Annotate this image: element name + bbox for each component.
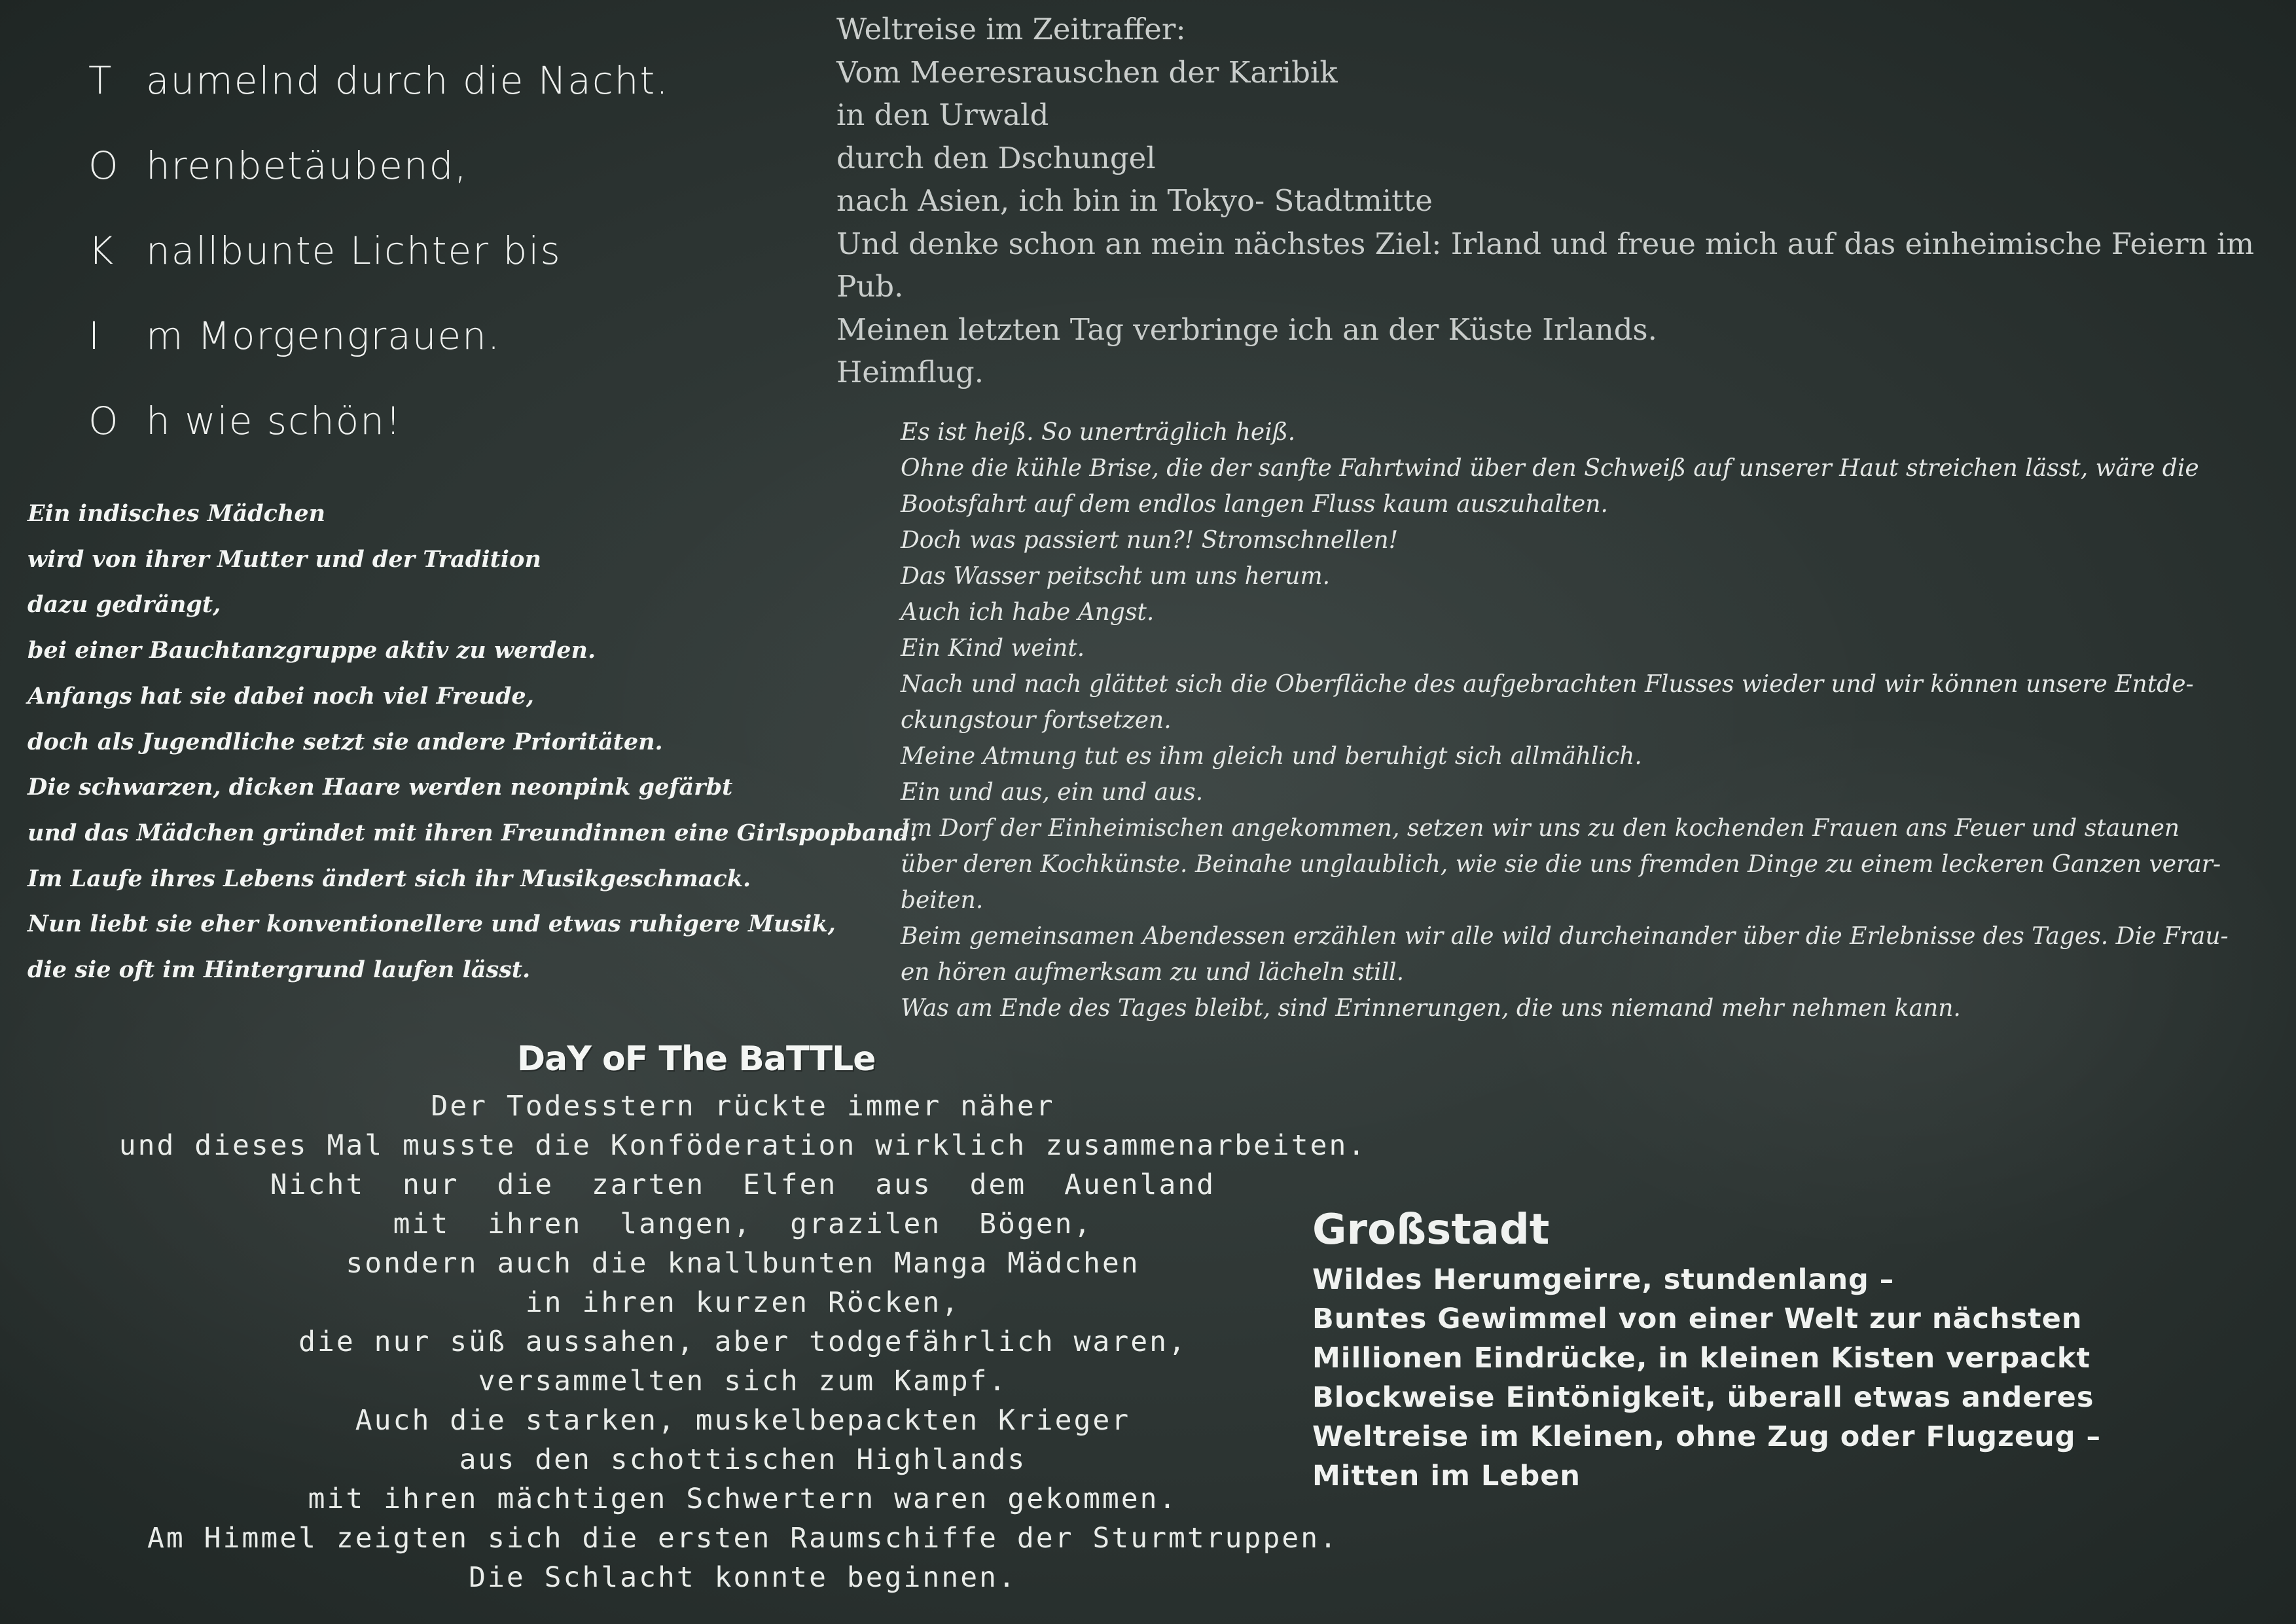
text-line: Im Dorf der Einheimischen angekommen, setzen wir uns zu den kochenden Frauen ans Feuer und staunen: [901, 815, 2180, 842]
text-line: Buntes Gewimmel von einer Welt zur nächsten: [1312, 1303, 2083, 1335]
grossstadt-text: [1312, 1260, 2268, 1496]
text-line: in ihren kurzen Röcken,: [525, 1286, 961, 1319]
text-line: beiten.: [901, 887, 984, 914]
text-line: Am Himmel zeigten sich die ersten Raumschiffe der Sturmtruppen.: [147, 1522, 1338, 1555]
battle-title: DaY oF The BaTTLe: [517, 1039, 876, 1079]
text-line: Der Todesstern rückte immer näher: [431, 1090, 1055, 1123]
text-line: doch als Jugendliche setzt sie andere Prioritäten.: [27, 728, 663, 755]
text-line: aus den schottischen Highlands: [459, 1443, 1027, 1476]
acrostic-line: [88, 38, 769, 123]
acrostic-line: [88, 293, 769, 378]
text-line: und dieses Mal musste die Konföderation wirklich zusammenarbeiten.: [118, 1129, 1367, 1162]
text-line: durch den Dschungel: [836, 140, 1156, 175]
text-line: nach Asien, ich bin in Tokyo- Stadtmitte: [836, 183, 1433, 218]
acrostic-initial: O: [88, 143, 120, 188]
text-line: Auch die starken, muskelbepackten Krieger: [355, 1404, 1131, 1437]
text-line: Ein indisches Mädchen: [27, 500, 326, 527]
text-line: über deren Kochkünste. Beinahe unglaublich, wie sie die uns fremden Dinge zu einem leckeren Ganzen verar-: [901, 851, 2221, 878]
text-line: die nur süß aussahen, aber todgefährlich waren,: [298, 1326, 1187, 1358]
acrostic-text: m Morgengrauen.: [146, 314, 501, 358]
text-line: Und denke schon an mein nächstes Ziel: Irland und freue mich auf das einheimische Feiern im Pub.: [836, 226, 2255, 304]
text-line: Weltreise im Zeitraffer:: [836, 12, 1186, 46]
text-line: Bootsfahrt auf dem endlos langen Fluss kaum auszuhalten.: [901, 491, 1608, 518]
text-line: Ein Kind weint.: [901, 635, 1085, 662]
acrostic-line: [88, 378, 769, 463]
text-line: Die schwarzen, dicken Haare werden neonpink gefärbt: [27, 774, 733, 801]
text-line: Das Wasser peitscht um uns herum.: [901, 563, 1331, 590]
text-line: Nach und nach glättet sich die Oberfläche des aufgebrachten Flusses wieder und wir können unsere Entde-: [901, 671, 2194, 698]
acrostic-text: aumelnd durch die Nacht.: [146, 58, 670, 103]
text-line: sondern auch die knallbunten Manga Mädchen: [346, 1247, 1140, 1280]
text-line: Millionen Eindrücke, in kleinen Kisten verpackt: [1312, 1342, 2091, 1375]
flussfahrt-text: [901, 414, 2262, 1026]
text-line: Heimflug.: [836, 355, 984, 389]
text-line: Blockweise Eintönigkeit, überall etwas anderes: [1312, 1381, 2094, 1414]
text-line: Auch ich habe Angst.: [901, 599, 1155, 626]
text-line: Doch was passiert nun?! Stromschnellen!: [901, 527, 1399, 554]
weltreise-text: [836, 8, 2276, 394]
text-line: Weltreise im Kleinen, ohne Zug oder Flugzeug –: [1312, 1420, 2102, 1453]
text-line: Was am Ende des Tages bleibt, sind Erinnerungen, die uns niemand mehr nehmen kann.: [901, 995, 1961, 1022]
acrostic-poem: [88, 38, 769, 463]
text-line: en hören aufmerksam zu und lächeln still.: [901, 959, 1405, 986]
acrostic-line: [88, 123, 769, 208]
battle-text: [39, 1087, 1446, 1597]
text-line: Ein und aus, ein und aus.: [901, 779, 1204, 806]
text-line: und das Mädchen gründet mit ihren Freundinnen eine Girlspopband.: [27, 819, 918, 846]
text-line: in den Urwald: [836, 98, 1049, 132]
text-line: dazu gedrängt,: [27, 591, 221, 619]
text-line: Nicht nur die zarten Elfen aus dem Auenland: [270, 1168, 1216, 1201]
text-line: Im Laufe ihres Lebens ändert sich ihr Musikgeschmack.: [27, 865, 751, 892]
text-line: Nun liebt sie eher konventionellere und etwas ruhigere Musik,: [27, 911, 836, 938]
acrostic-initial: K: [88, 228, 115, 273]
text-line: versammelten sich zum Kampf.: [478, 1365, 1008, 1398]
text-line: ckungstour fortsetzen.: [901, 707, 1172, 734]
acrostic-text: hrenbetäubend,: [146, 143, 468, 188]
text-line: Es ist heiß. So unerträglich heiß.: [901, 419, 1296, 446]
acrostic-initial: T: [88, 58, 113, 103]
acrostic-initial: O: [88, 399, 120, 443]
text-line: Ohne die kühle Brise, die der sanfte Fahrtwind über den Schweiß auf unserer Haut streichen lässt, wäre die: [901, 455, 2199, 482]
acrostic-text: nallbunte Lichter bis: [146, 228, 562, 273]
text-line: Wildes Herumgeirre, stundenlang –: [1312, 1263, 1895, 1296]
text-line: wird von ihrer Mutter und der Tradition: [27, 545, 541, 573]
acrostic-initial: I: [88, 314, 101, 358]
text-line: mit ihren langen, grazilen Bögen,: [393, 1208, 1093, 1240]
text-line: Meine Atmung tut es ihm gleich und beruhigt sich allmählich.: [901, 743, 1642, 770]
maedchen-text: [27, 491, 918, 993]
grossstadt-title: Großstadt: [1312, 1206, 1550, 1254]
text-line: Vom Meeresrauschen der Karibik: [836, 54, 1338, 90]
acrostic-line: [88, 208, 769, 293]
text-line: Die Schlacht konnte beginnen.: [469, 1561, 1017, 1594]
text-line: Meinen letzten Tag verbringe ich an der Küste Irlands.: [836, 312, 1657, 347]
acrostic-text: h wie schön!: [146, 399, 403, 443]
text-line: Anfangs hat sie dabei noch viel Freude,: [27, 682, 534, 710]
text-line: mit ihren mächtigen Schwertern waren gekommen.: [308, 1483, 1178, 1515]
text-line: Beim gemeinsamen Abendessen erzählen wir alle wild durcheinander über die Erlebnisse des Tages. Die Frau-: [901, 923, 2229, 950]
text-line: Mitten im Leben: [1312, 1460, 1581, 1492]
text-line: bei einer Bauchtanzgruppe aktiv zu werden.: [27, 637, 596, 664]
text-line: die sie oft im Hintergrund laufen lässt.: [27, 956, 531, 984]
